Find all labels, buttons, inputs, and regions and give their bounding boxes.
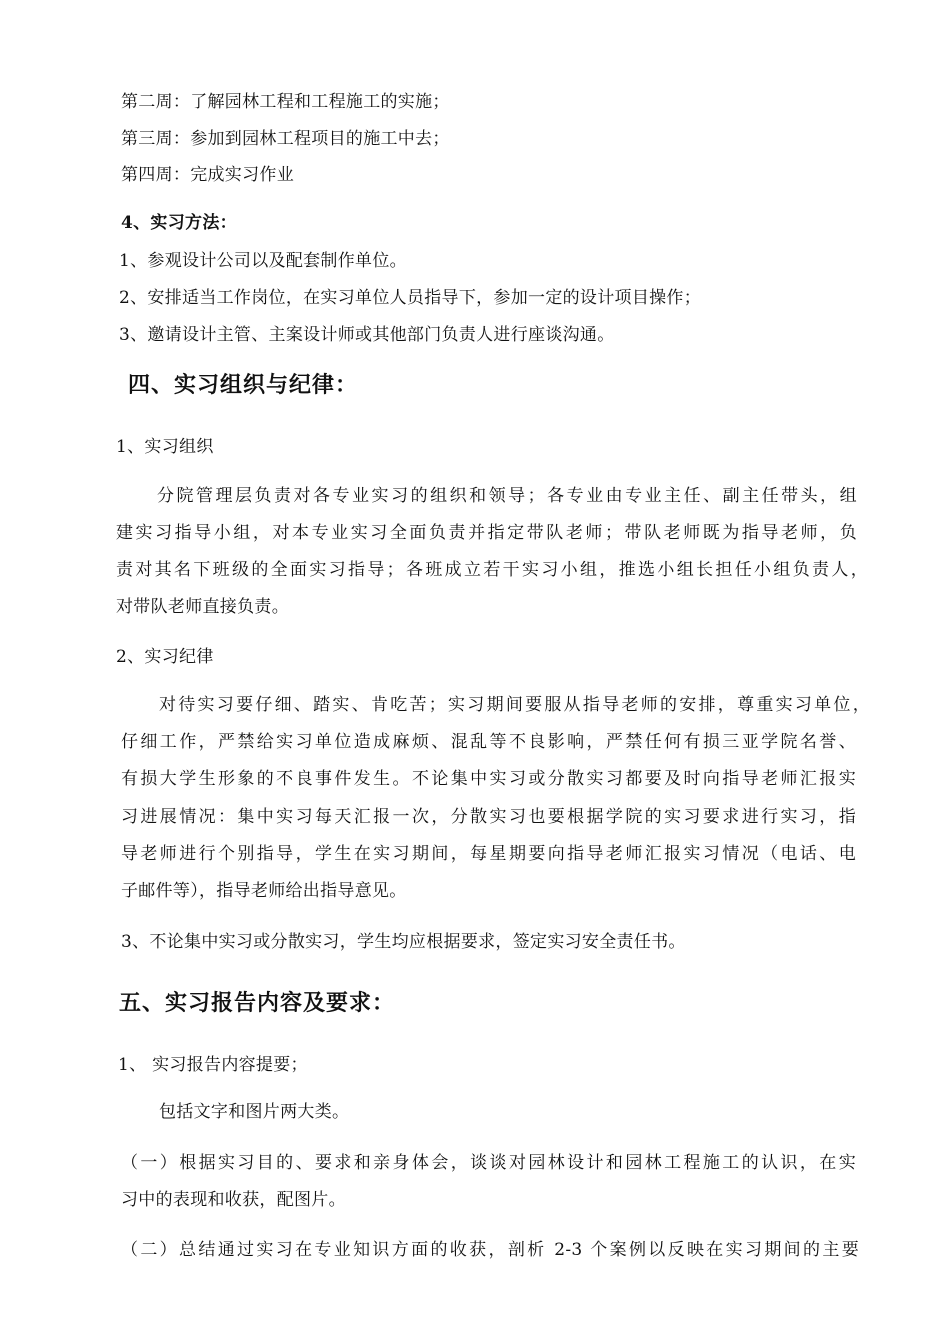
report-part2-line-1: （二）总结通过实习在专业知识方面的收获，剖析 2-3 个案例以反映在实习期间的主要 (121, 1240, 859, 1260)
report-summary: 包括文字和图片两大类。 (159, 1102, 350, 1122)
methods-item-2: 2、安排适当工作岗位，在实习单位人员指导下，参加一定的设计项目操作； (119, 288, 702, 308)
org-line-4: 对带队老师直接负责。 (116, 597, 289, 617)
methods-title: 4、实习方法： (121, 213, 237, 233)
schedule-week2: 第二周：了解园林工程和工程施工的实施； (121, 92, 450, 112)
org-line-2: 建实习指导小组，对本专业实习全面负责并指定带队老师；带队老师既为指导老师，负 (116, 523, 857, 543)
section5-heading: 五、实习报告内容及要求： (119, 990, 396, 1016)
section4-heading: 四、实习组织与纪律： (128, 372, 359, 398)
disc-line-1: 对待实习要仔细、踏实、肯吃苦；实习期间要服从指导老师的安排，尊重实习单位， (159, 695, 870, 715)
disc-line-3: 有损大学生形象的不良事件发生。不论集中实习或分散实习都要及时向指导老师汇报实 (121, 769, 856, 789)
report-part1-line-2: 习中的表现和收获，配图片。 (121, 1190, 346, 1210)
disc-line-4: 习进展情况：集中实习每天汇报一次，分散实习也要根据学院的实习要求进行实习，指 (121, 807, 856, 827)
disc-line-5: 导老师进行个别指导，学生在实习期间，每星期要向指导老师汇报实习情况（电话、电 (121, 844, 856, 864)
schedule-week4: 第四周：完成实习作业 (121, 165, 294, 185)
report-part1-line-1: （一）根据实习目的、要求和亲身体会，谈谈对园林设计和园林工程施工的认识，在实 (121, 1153, 856, 1173)
section4-item-3: 3、不论集中实习或分散实习，学生均应根据要求，签定实习安全责任书。 (121, 932, 686, 952)
org-title: 1、实习组织 (116, 437, 214, 457)
report-item-1: 1、 实习报告内容提要； (118, 1055, 308, 1075)
org-line-3: 责对其名下班级的全面实习指导；各班成立若干实习小组，推选小组长担任小组负责人， (116, 560, 868, 580)
disc-line-2: 仔细工作，严禁给实习单位造成麻烦、混乱等不良影响，严禁任何有损三亚学院名誉、 (121, 732, 856, 752)
org-line-1: 分院管理层负责对各专业实习的组织和领导；各专业由专业主任、副主任带头，组 (157, 486, 857, 506)
disc-line-6: 子邮件等），指导老师给出指导意见。 (121, 881, 407, 901)
methods-item-3: 3、邀请设计主管、主案设计师或其他部门负责人进行座谈沟通。 (119, 325, 615, 345)
disc-title: 2、实习纪律 (116, 647, 214, 667)
methods-item-1: 1、参观设计公司以及配套制作单位。 (119, 251, 407, 271)
schedule-week3: 第三周：参加到园林工程项目的施工中去； (121, 129, 450, 149)
